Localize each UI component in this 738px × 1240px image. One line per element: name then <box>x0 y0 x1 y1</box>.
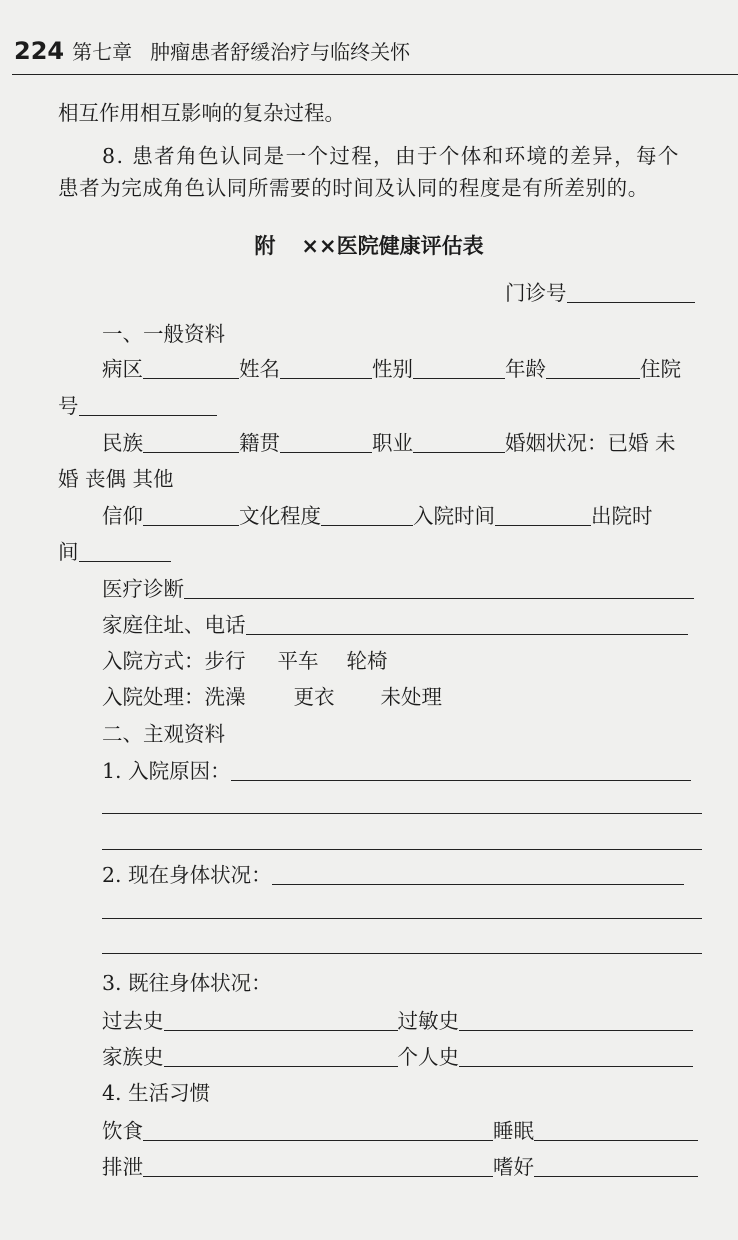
admission-mode-gurney-option[interactable]: 平车 <box>277 649 319 673</box>
inpatient-no-row <box>58 393 217 419</box>
admission-time-blank[interactable] <box>495 505 591 526</box>
discharge-time-blank[interactable] <box>79 541 171 562</box>
section-subjective-heading: 二、主观资料 <box>102 722 225 746</box>
allergy-history-blank[interactable] <box>459 1010 693 1031</box>
paragraph-line: 8. 患者角色认同是一个过程，由于个体和环境的差异，每个 <box>102 144 680 168</box>
diet-blank[interactable] <box>143 1120 493 1141</box>
ethnicity-row <box>102 430 676 456</box>
page-number: 224 <box>14 37 65 65</box>
sleep-blank[interactable] <box>534 1120 698 1141</box>
religion-blank[interactable] <box>143 505 239 526</box>
occupation-blank[interactable] <box>413 432 505 453</box>
religion-label: 信仰 <box>102 504 143 528</box>
name-label: 姓名 <box>239 357 280 381</box>
form-title-text: ××医院健康评估表 <box>301 234 484 258</box>
page-header <box>14 36 410 65</box>
q2-label: 2. 现在身体状况： <box>102 863 272 887</box>
age-blank[interactable] <box>546 358 640 379</box>
inpatient-no-label: 住院 <box>640 357 681 381</box>
name-blank[interactable] <box>280 358 372 379</box>
q2-row <box>102 862 684 888</box>
excretion-row <box>102 1154 698 1180</box>
q2-blank-2[interactable] <box>102 918 702 919</box>
address-row <box>102 612 688 638</box>
family-history-row <box>102 1044 693 1070</box>
q1-blank-2[interactable] <box>102 813 702 814</box>
gender-blank[interactable] <box>413 358 505 379</box>
form-title <box>0 230 738 260</box>
sleep-label: 睡眠 <box>493 1119 534 1143</box>
ward-label: 病区 <box>102 357 143 381</box>
admission-mode-wheelchair-option[interactable]: 轮椅 <box>346 649 388 673</box>
q1-blank-3[interactable] <box>102 849 702 850</box>
excretion-label: 排泄 <box>102 1155 143 1179</box>
inpatient-no-label-cont: 号 <box>58 394 79 418</box>
handling-bath-option[interactable]: 洗澡 <box>204 685 246 709</box>
education-label: 文化程度 <box>239 504 321 528</box>
admission-mode-row <box>102 648 388 674</box>
discharge-time-row <box>58 539 171 565</box>
hobby-label: 嗜好 <box>493 1155 534 1179</box>
religion-row <box>102 503 653 529</box>
admission-time-label: 入院时间 <box>413 504 495 528</box>
address-phone-label: 家庭住址、电话 <box>102 613 246 637</box>
section-general-heading: 一、一般资料 <box>102 322 225 346</box>
ethnicity-label: 民族 <box>102 431 143 455</box>
admission-handling-label: 入院处理： <box>102 685 205 709</box>
admission-mode-label: 入院方式： <box>102 649 205 673</box>
native-place-blank[interactable] <box>280 432 372 453</box>
q3-label: 3. 既往身体状况： <box>102 971 272 995</box>
diet-label: 饮食 <box>102 1119 143 1143</box>
past-history-label: 过去史 <box>102 1009 164 1033</box>
q4-label: 4. 生活习惯 <box>102 1081 211 1105</box>
admission-mode-walk-option[interactable]: 步行 <box>204 649 246 673</box>
q2-blank-3[interactable] <box>102 953 702 954</box>
diagnosis-row <box>102 576 694 602</box>
education-blank[interactable] <box>321 505 413 526</box>
marital-status-label[interactable]: 婚姻状况：已婚 未 <box>505 431 676 455</box>
family-history-label: 家族史 <box>102 1045 164 1069</box>
age-label: 年龄 <box>505 357 546 381</box>
allergy-history-label: 过敏史 <box>397 1009 459 1033</box>
chapter-title: 肿瘤患者舒缓治疗与临终关怀 <box>150 40 411 64</box>
discharge-time-label: 出院时 <box>591 504 653 528</box>
chapter-label: 第七章 <box>72 40 133 64</box>
q2-blank-1[interactable] <box>272 864 684 885</box>
family-history-blank[interactable] <box>164 1046 398 1067</box>
handling-change-clothes-option[interactable]: 更衣 <box>293 685 335 709</box>
ethnicity-blank[interactable] <box>143 432 239 453</box>
past-history-blank[interactable] <box>164 1010 398 1031</box>
native-place-label: 籍贯 <box>239 431 280 455</box>
ward-name-row <box>102 356 681 382</box>
paragraph-line: 患者为完成角色认同所需要的时间及认同的程度是有所差别的。 <box>58 176 649 200</box>
q1-blank-1[interactable] <box>231 760 691 781</box>
diagnosis-label: 医疗诊断 <box>102 577 184 601</box>
admission-handling-row <box>102 684 442 710</box>
q1-row <box>102 758 691 784</box>
diagnosis-blank[interactable] <box>184 578 694 599</box>
form-title-prefix: 附 <box>254 234 276 258</box>
discharge-time-label-cont: 间 <box>58 540 79 564</box>
diet-row <box>102 1118 698 1144</box>
q1-label: 1. 入院原因： <box>102 759 231 783</box>
handling-none-option[interactable]: 未处理 <box>380 685 442 709</box>
personal-history-label: 个人史 <box>397 1045 459 1069</box>
excretion-blank[interactable] <box>143 1156 493 1177</box>
hobby-blank[interactable] <box>534 1156 698 1177</box>
clinic-number-field[interactable] <box>505 280 695 306</box>
occupation-label: 职业 <box>372 431 413 455</box>
clinic-number-blank[interactable] <box>567 282 695 303</box>
ward-blank[interactable] <box>143 358 239 379</box>
paragraph-line: 相互作用相互影响的复杂过程。 <box>58 101 345 125</box>
personal-history-blank[interactable] <box>459 1046 693 1067</box>
address-phone-blank[interactable] <box>246 614 688 635</box>
past-history-row <box>102 1008 693 1034</box>
marital-options-row[interactable]: 婚 丧偶 其他 <box>58 467 174 491</box>
clinic-number-label: 门诊号 <box>505 281 567 305</box>
inpatient-no-blank[interactable] <box>79 395 217 416</box>
header-rule <box>12 74 738 75</box>
gender-label: 性别 <box>372 357 413 381</box>
